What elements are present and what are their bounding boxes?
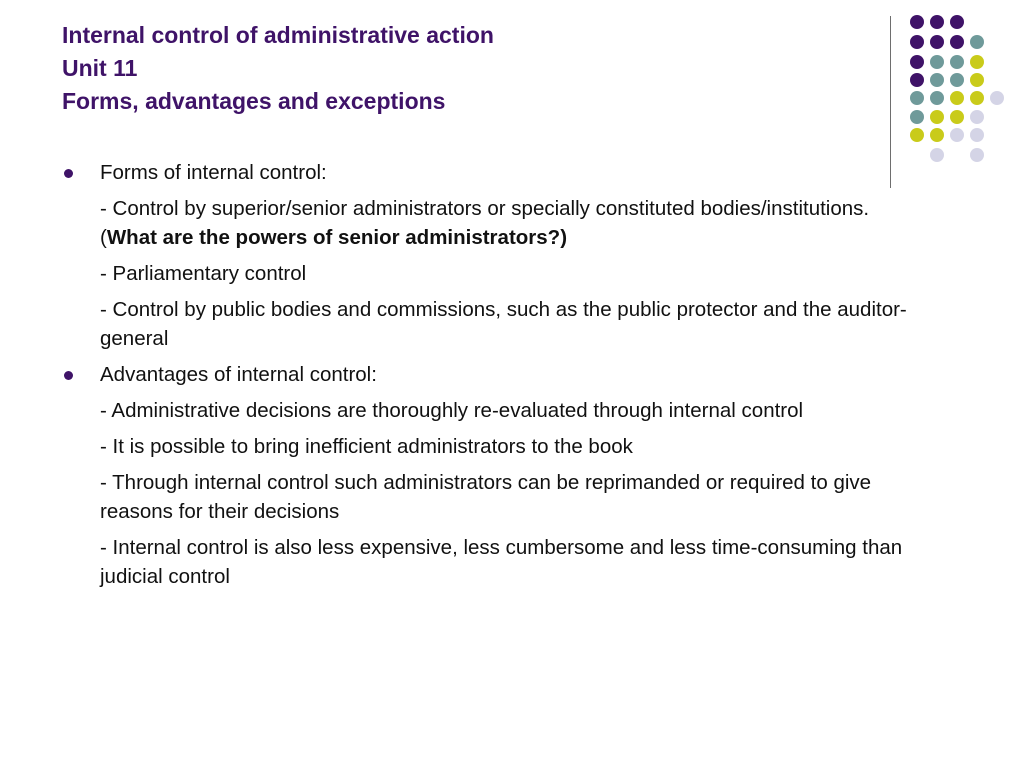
forms-item-3: - Control by public bodies and commissions, such as the public protector and the auditor-general [100, 298, 907, 350]
decorative-dot [950, 15, 964, 29]
advantages-item-1: - Administrative decisions are thoroughly re-evaluated through internal control [100, 399, 804, 422]
forms-item-1 [100, 194, 930, 252]
decorative-dot [910, 73, 924, 87]
decorative-dot [930, 35, 944, 49]
title-line-1: Internal control of administrative action [62, 22, 494, 48]
decorative-dot [910, 55, 924, 69]
decorative-dot [910, 110, 924, 124]
decorative-dot [950, 73, 964, 87]
decorative-dot [910, 15, 924, 29]
advantages-item-2: - It is possible to bring inefficient administrators to the book [100, 435, 633, 458]
decorative-dot [990, 91, 1004, 105]
decorative-dot [970, 35, 984, 49]
decorative-dot [950, 91, 964, 105]
decorative-dot [970, 148, 984, 162]
slide-title [62, 19, 862, 118]
decorative-dot [930, 110, 944, 124]
decorative-dot [970, 91, 984, 105]
advantages-item-3: - Through internal control such administrators can be reprimanded or required to give reasons for their decisions [100, 471, 872, 523]
bullet-advantages-heading: Advantages of internal control: [100, 363, 377, 386]
bullet-icon [64, 371, 73, 380]
forms-item-2: - Parliamentary control [100, 262, 307, 285]
decorative-dot [970, 73, 984, 87]
decorative-dot [950, 35, 964, 49]
forms-item-1-text: - Control by superior/senior administrators or specially constituted bodies/institutions. ( [100, 197, 870, 249]
decorative-dot [910, 91, 924, 105]
decorative-dot [970, 110, 984, 124]
decorative-dot [910, 35, 924, 49]
decorative-dot [970, 55, 984, 69]
bullet-forms-heading: Forms of internal control: [100, 161, 327, 184]
decorative-dot [950, 110, 964, 124]
advantages-item-4: - Internal control is also less expensive, less cumbersome and less time-consuming than judicial control [100, 536, 903, 588]
bullet-forms [100, 158, 930, 187]
slide-body [100, 158, 930, 598]
decorative-dot [930, 91, 944, 105]
decorative-dot [930, 73, 944, 87]
title-line-2: Unit 11 [62, 55, 138, 81]
decorative-dot [930, 148, 944, 162]
decorative-dot [930, 55, 944, 69]
decorative-dot [930, 15, 944, 29]
bullet-icon [64, 169, 73, 178]
decorative-dot [950, 55, 964, 69]
forms-item-1-question: What are the powers of senior administrators?) [106, 226, 568, 249]
decorative-dot [930, 128, 944, 142]
bullet-advantages [100, 360, 930, 389]
decorative-dot [910, 128, 924, 142]
decorative-dot [950, 128, 964, 142]
decorative-dot [970, 128, 984, 142]
title-line-3: Forms, advantages and exceptions [62, 88, 446, 114]
